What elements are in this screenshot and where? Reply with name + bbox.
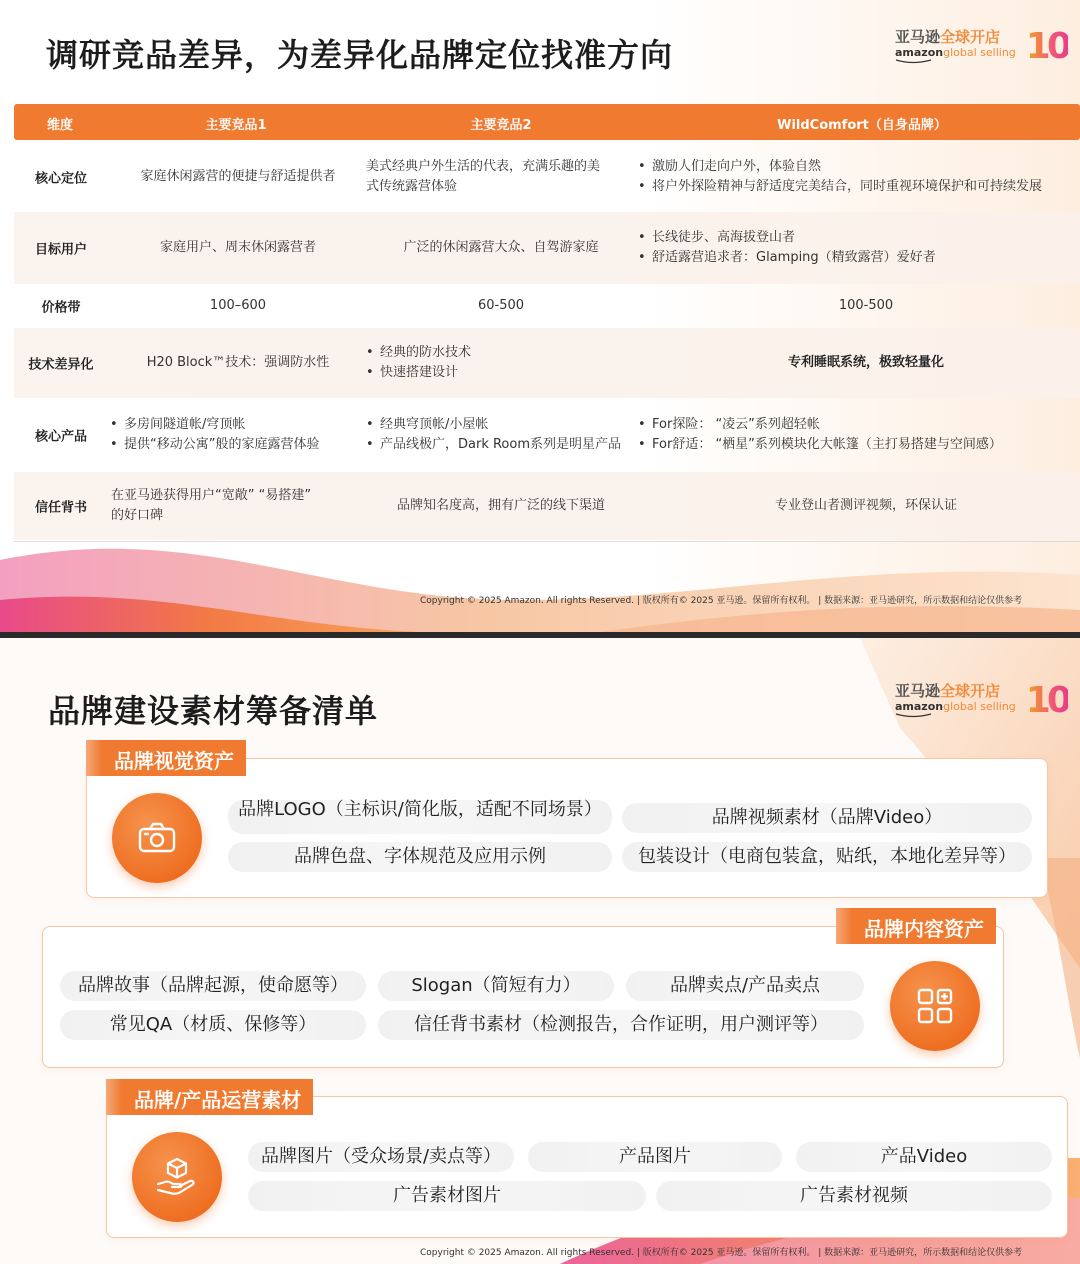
cell-competitor-1	[122, 167, 354, 187]
row-dimension: 目标用户	[34, 242, 87, 258]
checklist-item: 包装设计（电商包装盒，贴纸，本地化差异等）	[622, 842, 1032, 872]
checklist-item: 品牌色盘、字体规范及应用示例	[228, 842, 612, 872]
table-row	[14, 472, 1080, 540]
checklist-item: 品牌图片（受众场景/卖点等）	[248, 1142, 514, 1172]
bullet-text: • 舒适露营追求者：Glamping（精致露营）爱好者	[638, 248, 1080, 268]
cell-competitor-1	[122, 353, 354, 373]
brand-en-prefix: amazon	[895, 699, 944, 713]
cell-text: 广泛的休闲露营大众、自驾游家庭	[403, 240, 599, 255]
cell-own-brand	[638, 415, 1080, 455]
amazon-global-selling-logo	[895, 26, 1068, 67]
bullet-text: • 激励人们走向户外，体验自然	[638, 157, 1080, 177]
cell-text: 100-500	[838, 298, 894, 313]
bullet-text: • 经典穹顶帐/小屋帐	[366, 415, 636, 435]
bullet-text: • 长线徒步、高海拔登山者	[638, 228, 1080, 248]
cell-text: 60-500	[477, 298, 525, 313]
camera-icon	[112, 793, 202, 883]
cell-own-brand	[638, 157, 1080, 197]
brand-cn-prefix: 亚马逊	[895, 681, 941, 700]
row-dimension: 技术差异化	[28, 357, 94, 373]
cell-text: 100–600	[209, 298, 267, 313]
slide-brand-assets-checklist	[0, 638, 1080, 1264]
amazon-smile-icon	[895, 713, 935, 718]
brand-en-accent: global selling	[943, 45, 1016, 59]
cell-competitor-1	[110, 415, 360, 455]
grid-icon	[890, 961, 980, 1051]
row-dimension: 信任背书	[34, 500, 87, 516]
cell-competitor-2	[366, 296, 636, 316]
anniversary-badge: 10	[1025, 680, 1068, 721]
checklist-item: 常见QA（材质、保修等）	[60, 1010, 366, 1040]
slide-title: 品牌建设素材筹备清单	[48, 692, 379, 730]
cell-text: 式传统露营体验	[366, 179, 458, 194]
cell-competitor-1	[122, 238, 354, 258]
cell-text: 美式经典户外生活的代表，充满乐趣的美	[366, 159, 601, 174]
cell-text: 品牌知名度高，拥有广泛的线下渠道	[396, 498, 605, 513]
section-label: 品牌视觉资产	[86, 740, 246, 776]
amazon-global-selling-logo	[895, 680, 1068, 721]
cell-competitor-1	[122, 296, 354, 316]
cell-own-brand	[638, 353, 1080, 373]
cell-own-brand	[638, 228, 1080, 268]
bullet-text: • 提供“移动公寓”般的家庭露营体验	[110, 435, 360, 455]
bullet-text: • 产品线极广，Dark Room系列是明星产品	[366, 435, 636, 455]
header-dimension: 维度	[46, 118, 74, 133]
bullet-text: • For探险： “凌云”系列超轻帐	[638, 415, 1080, 435]
bullet-text: • For舒适： “栖星”系列模块化大帐篷（主打易搭建与空间感）	[638, 435, 1080, 455]
bullet-text: • 多房间隧道帐/穹顶帐	[110, 415, 360, 435]
table-row	[14, 328, 1080, 398]
checklist-item: 品牌故事（品牌起源，使命愿等）	[60, 971, 366, 1001]
cell-competitor-2	[366, 238, 636, 258]
section-label: 品牌/产品运营素材	[106, 1079, 313, 1115]
cell-text: 专业登山者测评视频，环保认证	[774, 498, 957, 513]
anniversary-badge: 10	[1025, 26, 1068, 67]
cell-own-brand	[638, 496, 1080, 516]
cell-competitor-1	[111, 486, 361, 526]
checklist-item: 产品图片	[528, 1142, 782, 1172]
table-row	[14, 212, 1080, 284]
cell-competitor-2	[366, 496, 636, 516]
brand-cn-accent: 全球开店	[940, 27, 1001, 46]
checklist-item: Slogan（简短有力）	[378, 971, 614, 1001]
brand-cn-accent: 全球开店	[940, 681, 1001, 700]
header-competitor-2: 主要竞品2	[470, 118, 532, 133]
cell-competitor-2	[366, 415, 636, 455]
table-row	[14, 286, 1080, 326]
slide-title: 调研竞品差异，为差异化品牌定位找准方向	[46, 36, 674, 74]
brand-en-prefix: amazon	[895, 45, 944, 59]
cell-text: 专利睡眠系统，极致轻量化	[787, 355, 944, 370]
checklist-item: 广告素材视频	[656, 1181, 1052, 1211]
cell-own-brand	[638, 296, 1080, 316]
checklist-item: 信任背书素材（检测报告，合作证明，用户测评等）	[378, 1010, 864, 1040]
cell-competitor-2	[366, 343, 636, 383]
table-header	[14, 104, 1080, 140]
header-own-brand: WildComfort（自身品牌）	[777, 118, 947, 133]
cell-text: 家庭用户、周末休闲露营者	[159, 240, 316, 255]
brand-en-accent: global selling	[943, 699, 1016, 713]
table-row	[14, 400, 1080, 470]
checklist-item: 品牌卖点/产品卖点	[626, 971, 864, 1001]
checklist-item: 广告素材图片	[248, 1181, 646, 1211]
hand-box-icon	[132, 1132, 222, 1222]
row-dimension: 价格带	[41, 300, 81, 316]
brand-cn-prefix: 亚马逊	[895, 27, 941, 46]
cell-text: 家庭休闲露营的便捷与舒适提供者	[140, 169, 336, 184]
cell-text: H20 Block™技术：强调防水性	[146, 355, 330, 370]
copyright-notice: Copyright © 2025 Amazon. All rights Reserved. | 版权所有© 2025 亚马逊。保留所有权利。 | 数据来源：亚马逊研究，所示数据和结论仅供参考	[420, 596, 1023, 606]
table-row	[14, 144, 1080, 210]
row-dimension: 核心定位	[34, 171, 87, 187]
bullet-text: • 经典的防水技术	[366, 343, 636, 363]
bullet-text: • 将户外探险精神与舒适度完美结合，同时重视环境保护和可持续发展	[638, 177, 1080, 197]
header-competitor-1: 主要竞品1	[205, 118, 267, 133]
cell-text: 在亚马逊获得用户“宽敞” “易搭建”	[111, 488, 312, 503]
checklist-item: 品牌视频素材（品牌Video）	[622, 803, 1032, 833]
amazon-smile-icon	[895, 59, 935, 64]
section-label: 品牌内容资产	[836, 908, 996, 944]
cell-text: 的好口碑	[111, 508, 164, 523]
checklist-item: 产品Video	[796, 1142, 1052, 1172]
checklist-item: 品牌LOGO（主标识/简化版，适配不同场景）	[228, 800, 612, 834]
row-dimension: 核心产品	[34, 429, 87, 445]
divider	[14, 541, 1080, 542]
copyright-notice: Copyright © 2025 Amazon. All rights Reserved. | 版权所有© 2025 亚马逊。保留所有权利。 | 数据来源：亚马逊研究，所示数据和结论仅供参考	[420, 1248, 1023, 1258]
bullet-text: • 快速搭建设计	[366, 363, 636, 383]
cell-competitor-2	[366, 157, 636, 197]
